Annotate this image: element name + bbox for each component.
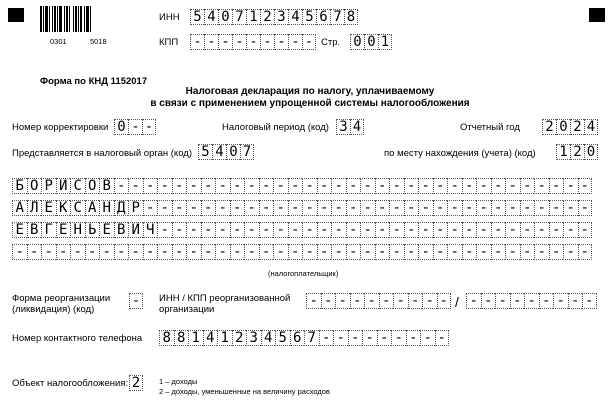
- char-cell: -: [230, 200, 245, 216]
- char-cell: -: [578, 244, 593, 260]
- correction-label: Номер корректировки: [12, 122, 109, 133]
- char-cell: -: [273, 244, 288, 260]
- object-label: Объект налогообложения:: [12, 378, 129, 389]
- char-cell: -: [232, 34, 246, 50]
- char-cell: -: [462, 244, 477, 260]
- char-cell: -: [549, 178, 564, 194]
- char-cell: -: [476, 178, 491, 194]
- char-cell: -: [393, 293, 408, 309]
- char-cell: -: [447, 244, 462, 260]
- phone-label: Номер контактного телефона: [12, 333, 143, 344]
- char-cell: -: [404, 178, 419, 194]
- char-cell: -: [157, 244, 172, 260]
- char-cell: 0: [218, 9, 232, 25]
- char-cell: -: [317, 178, 332, 194]
- char-cell: -: [520, 222, 535, 238]
- reorg-form-cells[interactable]: [129, 293, 143, 309]
- char-cell: -: [128, 178, 143, 194]
- char-cell: -: [172, 178, 187, 194]
- char-cell: 0: [114, 119, 128, 135]
- char-cell: Н: [70, 222, 85, 238]
- char-cell: -: [172, 200, 187, 216]
- char-cell: О: [27, 178, 42, 194]
- char-cell: -: [143, 200, 158, 216]
- char-cell: -: [331, 200, 346, 216]
- char-cell: 1: [378, 34, 392, 50]
- char-cell: -: [288, 34, 302, 50]
- char-cell: 1: [246, 9, 260, 25]
- location-cells[interactable]: [556, 144, 598, 160]
- char-cell: -: [364, 293, 379, 309]
- char-cell: В: [114, 222, 129, 238]
- char-cell: -: [172, 244, 187, 260]
- char-cell: -: [420, 330, 435, 346]
- char-cell: -: [306, 293, 321, 309]
- char-cell: С: [70, 178, 85, 194]
- char-cell: 8: [174, 330, 189, 346]
- char-cell: -: [389, 244, 404, 260]
- char-cell: -: [143, 178, 158, 194]
- char-cell: И: [56, 178, 71, 194]
- char-cell: -: [273, 222, 288, 238]
- char-cell: 0: [556, 119, 570, 135]
- char-cell: -: [186, 222, 201, 238]
- authority-label: Представляется в налоговый орган (код): [12, 148, 192, 159]
- char-cell: Ь: [85, 222, 100, 238]
- char-cell: Л: [27, 200, 42, 216]
- char-cell: 4: [261, 330, 276, 346]
- char-cell: Р: [41, 178, 56, 194]
- char-cell: 1: [556, 144, 570, 160]
- char-cell: -: [578, 222, 593, 238]
- char-cell: Г: [41, 222, 56, 238]
- char-cell: -: [259, 222, 274, 238]
- correction-cells[interactable]: [114, 119, 156, 135]
- char-cell: Д: [114, 200, 129, 216]
- reorg-label-1: Форма реорганизации: [12, 293, 111, 304]
- char-cell: 0: [584, 144, 598, 160]
- kpp-cells[interactable]: [190, 34, 316, 50]
- char-cell: -: [186, 178, 201, 194]
- char-cell: -: [389, 200, 404, 216]
- char-cell: 0: [226, 144, 240, 160]
- char-cell: -: [568, 293, 583, 309]
- char-cell: 4: [204, 9, 218, 25]
- char-cell: К: [56, 200, 71, 216]
- char-cell: 5: [190, 9, 204, 25]
- char-cell: -: [331, 244, 346, 260]
- char-cell: 5: [198, 144, 212, 160]
- char-cell: -: [476, 222, 491, 238]
- taxpayer-caption: (налогоплательщик): [268, 269, 339, 278]
- char-cell: А: [85, 200, 100, 216]
- char-cell: В: [99, 178, 114, 194]
- char-cell: -: [215, 178, 230, 194]
- char-cell: -: [288, 200, 303, 216]
- char-cell: -: [391, 330, 406, 346]
- char-cell: Е: [56, 222, 71, 238]
- char-cell: -: [437, 293, 452, 309]
- taxpayer-line-2[interactable]: [12, 200, 592, 216]
- char-cell: -: [404, 244, 419, 260]
- char-cell: -: [143, 244, 158, 260]
- char-cell: -: [70, 244, 85, 260]
- barcode-right-number: 5018: [90, 37, 107, 46]
- char-cell: -: [491, 244, 506, 260]
- char-cell: -: [230, 222, 245, 238]
- char-cell: 4: [584, 119, 598, 135]
- char-cell: 0: [350, 34, 364, 50]
- char-cell: -: [331, 178, 346, 194]
- char-cell: -: [476, 244, 491, 260]
- char-cell: -: [578, 178, 593, 194]
- char-cell: -: [360, 222, 375, 238]
- char-cell: 7: [240, 144, 254, 160]
- char-cell: 2: [570, 119, 584, 135]
- char-cell: -: [462, 222, 477, 238]
- char-cell: -: [201, 244, 216, 260]
- char-cell: -: [466, 293, 481, 309]
- char-cell: -: [491, 222, 506, 238]
- page-cells[interactable]: [350, 34, 392, 50]
- char-cell: 7: [304, 330, 319, 346]
- char-cell: -: [375, 178, 390, 194]
- char-cell: -: [190, 34, 204, 50]
- char-cell: -: [375, 200, 390, 216]
- char-cell: -: [375, 222, 390, 238]
- authority-cells[interactable]: [198, 144, 254, 160]
- object-option-1: 1 – доходы: [159, 377, 198, 386]
- char-cell: -: [246, 34, 260, 50]
- registration-marker-top-right: [589, 8, 605, 22]
- char-cell: -: [534, 244, 549, 260]
- char-cell: -: [389, 178, 404, 194]
- char-cell: 4: [288, 9, 302, 25]
- char-cell: -: [510, 293, 525, 309]
- char-cell: -: [520, 200, 535, 216]
- char-cell: -: [418, 200, 433, 216]
- char-cell: 0: [364, 34, 378, 50]
- char-cell: -: [317, 244, 332, 260]
- char-cell: -: [201, 178, 216, 194]
- char-cell: -: [157, 178, 172, 194]
- char-cell: -: [422, 293, 437, 309]
- year-cells[interactable]: [542, 119, 598, 135]
- char-cell: -: [433, 244, 448, 260]
- char-cell: А: [12, 200, 27, 216]
- char-cell: -: [230, 178, 245, 194]
- object-option-2: 2 – доходы, уменьшенные на величину расходов: [159, 387, 330, 396]
- char-cell: В: [27, 222, 42, 238]
- char-cell: -: [505, 178, 520, 194]
- char-cell: -: [377, 330, 392, 346]
- object-cells[interactable]: [129, 375, 143, 391]
- char-cell: -: [302, 200, 317, 216]
- char-cell: -: [549, 222, 564, 238]
- char-cell: -: [360, 200, 375, 216]
- char-cell: 7: [330, 9, 344, 25]
- char-cell: -: [418, 222, 433, 238]
- char-cell: Н: [99, 200, 114, 216]
- location-label: по месту нахождения (учета) (код): [384, 148, 536, 159]
- char-cell: 2: [232, 330, 247, 346]
- barcode-bar: [91, 6, 93, 32]
- char-cell: -: [360, 244, 375, 260]
- char-cell: 8: [344, 9, 358, 25]
- char-cell: -: [41, 244, 56, 260]
- kpp-label: КПП: [159, 37, 179, 48]
- char-cell: -: [348, 330, 363, 346]
- inn-cells[interactable]: [190, 9, 358, 25]
- char-cell: -: [346, 222, 361, 238]
- char-cell: -: [244, 244, 259, 260]
- char-cell: Р: [128, 200, 143, 216]
- period-cells[interactable]: [336, 119, 364, 135]
- taxpayer-line-3[interactable]: [12, 222, 592, 238]
- char-cell: -: [27, 244, 42, 260]
- char-cell: -: [172, 222, 187, 238]
- char-cell: -: [302, 244, 317, 260]
- char-cell: -: [362, 330, 377, 346]
- char-cell: О: [85, 178, 100, 194]
- char-cell: 4: [203, 330, 218, 346]
- page-label: Стр.: [321, 37, 341, 48]
- char-cell: -: [346, 200, 361, 216]
- char-cell: 5: [302, 9, 316, 25]
- char-cell: 2: [542, 119, 556, 135]
- char-cell: -: [505, 222, 520, 238]
- char-cell: -: [129, 293, 143, 309]
- reorg-label-2: (ликвидация) (код): [12, 304, 95, 315]
- char-cell: -: [563, 178, 578, 194]
- char-cell: -: [435, 330, 450, 346]
- char-cell: -: [204, 34, 218, 50]
- reorg-inn-cells[interactable]: [306, 293, 451, 309]
- char-cell: -: [274, 34, 288, 50]
- char-cell: 5: [275, 330, 290, 346]
- char-cell: -: [346, 178, 361, 194]
- char-cell: -: [260, 34, 274, 50]
- taxpayer-line-1[interactable]: [12, 178, 592, 194]
- char-cell: 7: [232, 9, 246, 25]
- char-cell: -: [244, 178, 259, 194]
- char-cell: -: [462, 178, 477, 194]
- char-cell: -: [447, 200, 462, 216]
- barcode-left-number: 0301: [50, 37, 67, 46]
- char-cell: -: [317, 222, 332, 238]
- char-cell: Е: [99, 222, 114, 238]
- char-cell: -: [520, 244, 535, 260]
- char-cell: -: [259, 178, 274, 194]
- char-cell: -: [288, 178, 303, 194]
- period-label: Налоговый период (код): [222, 122, 329, 133]
- char-cell: -: [215, 244, 230, 260]
- char-cell: -: [186, 200, 201, 216]
- char-cell: 1: [217, 330, 232, 346]
- char-cell: -: [404, 222, 419, 238]
- taxpayer-line-4[interactable]: [12, 244, 592, 260]
- char-cell: 2: [129, 375, 143, 391]
- char-cell: -: [491, 200, 506, 216]
- char-cell: -: [128, 244, 143, 260]
- char-cell: -: [375, 244, 390, 260]
- char-cell: -: [418, 244, 433, 260]
- char-cell: -: [288, 244, 303, 260]
- char-cell: -: [317, 200, 332, 216]
- year-label: Отчетный год: [460, 122, 520, 133]
- char-cell: -: [553, 293, 568, 309]
- char-cell: -: [319, 330, 334, 346]
- char-cell: -: [433, 222, 448, 238]
- char-cell: -: [408, 293, 423, 309]
- char-cell: -: [520, 178, 535, 194]
- char-cell: -: [321, 293, 336, 309]
- char-cell: -: [142, 119, 156, 135]
- char-cell: -: [534, 178, 549, 194]
- char-cell: -: [534, 222, 549, 238]
- phone-cells[interactable]: [159, 330, 449, 346]
- char-cell: -: [404, 200, 419, 216]
- char-cell: -: [99, 244, 114, 260]
- char-cell: -: [379, 293, 394, 309]
- char-cell: -: [476, 200, 491, 216]
- char-cell: -: [505, 200, 520, 216]
- char-cell: -: [128, 119, 142, 135]
- char-cell: 8: [159, 330, 174, 346]
- char-cell: Е: [12, 222, 27, 238]
- char-cell: -: [114, 178, 129, 194]
- char-cell: -: [406, 330, 421, 346]
- char-cell: -: [302, 222, 317, 238]
- char-cell: -: [481, 293, 496, 309]
- char-cell: 4: [212, 144, 226, 160]
- char-cell: -: [302, 34, 316, 50]
- char-cell: -: [244, 200, 259, 216]
- char-cell: -: [157, 200, 172, 216]
- char-cell: -: [505, 244, 520, 260]
- char-cell: -: [114, 244, 129, 260]
- char-cell: -: [273, 178, 288, 194]
- char-cell: -: [491, 178, 506, 194]
- char-cell: -: [218, 34, 232, 50]
- reorg-kpp-cells[interactable]: [466, 293, 597, 309]
- char-cell: 6: [290, 330, 305, 346]
- char-cell: -: [534, 200, 549, 216]
- char-cell: -: [259, 200, 274, 216]
- inn-label: ИНН: [159, 12, 180, 23]
- char-cell: 6: [316, 9, 330, 25]
- char-cell: 3: [336, 119, 350, 135]
- char-cell: -: [12, 244, 27, 260]
- char-cell: -: [201, 222, 216, 238]
- char-cell: -: [563, 244, 578, 260]
- char-cell: -: [563, 222, 578, 238]
- char-cell: -: [549, 244, 564, 260]
- char-cell: -: [447, 222, 462, 238]
- char-cell: -: [215, 222, 230, 238]
- char-cell: 2: [570, 144, 584, 160]
- char-cell: С: [70, 200, 85, 216]
- char-cell: -: [288, 222, 303, 238]
- char-cell: -: [335, 293, 350, 309]
- reorg-inn-label-2: организации: [159, 304, 215, 315]
- char-cell: И: [128, 222, 143, 238]
- char-cell: -: [563, 200, 578, 216]
- char-cell: -: [433, 178, 448, 194]
- char-cell: -: [350, 293, 365, 309]
- barcode: [40, 6, 93, 32]
- char-cell: -: [433, 200, 448, 216]
- form-title-line-1: Налоговая декларация по налогу, уплачиваемому: [185, 86, 435, 97]
- char-cell: Е: [41, 200, 56, 216]
- char-cell: -: [346, 244, 361, 260]
- char-cell: -: [578, 200, 593, 216]
- char-cell: -: [244, 222, 259, 238]
- char-cell: Б: [12, 178, 27, 194]
- char-cell: -: [418, 178, 433, 194]
- reorg-inn-label-1: ИНН / КПП реорганизованной: [159, 293, 291, 304]
- char-cell: 1: [188, 330, 203, 346]
- char-cell: -: [302, 178, 317, 194]
- char-cell: -: [215, 200, 230, 216]
- char-cell: -: [85, 244, 100, 260]
- char-cell: -: [582, 293, 597, 309]
- reorg-slash: /: [455, 294, 459, 310]
- char-cell: -: [462, 200, 477, 216]
- char-cell: -: [186, 244, 201, 260]
- char-cell: -: [539, 293, 554, 309]
- form-knd: Форма по КНД 1152017: [40, 76, 148, 87]
- char-cell: Ч: [143, 222, 158, 238]
- char-cell: -: [524, 293, 539, 309]
- char-cell: -: [56, 244, 71, 260]
- char-cell: -: [447, 178, 462, 194]
- char-cell: -: [259, 244, 274, 260]
- char-cell: -: [230, 244, 245, 260]
- char-cell: -: [389, 222, 404, 238]
- char-cell: -: [331, 222, 346, 238]
- registration-marker-top-left: [8, 8, 24, 22]
- char-cell: -: [360, 178, 375, 194]
- char-cell: 3: [246, 330, 261, 346]
- char-cell: -: [157, 222, 172, 238]
- char-cell: -: [273, 200, 288, 216]
- char-cell: -: [549, 200, 564, 216]
- char-cell: -: [201, 200, 216, 216]
- char-cell: -: [333, 330, 348, 346]
- char-cell: 2: [260, 9, 274, 25]
- char-cell: -: [495, 293, 510, 309]
- char-cell: 3: [274, 9, 288, 25]
- char-cell: 4: [350, 119, 364, 135]
- form-title-line-2: в связи с применением упрощенной системы налогообложения: [150, 98, 470, 109]
